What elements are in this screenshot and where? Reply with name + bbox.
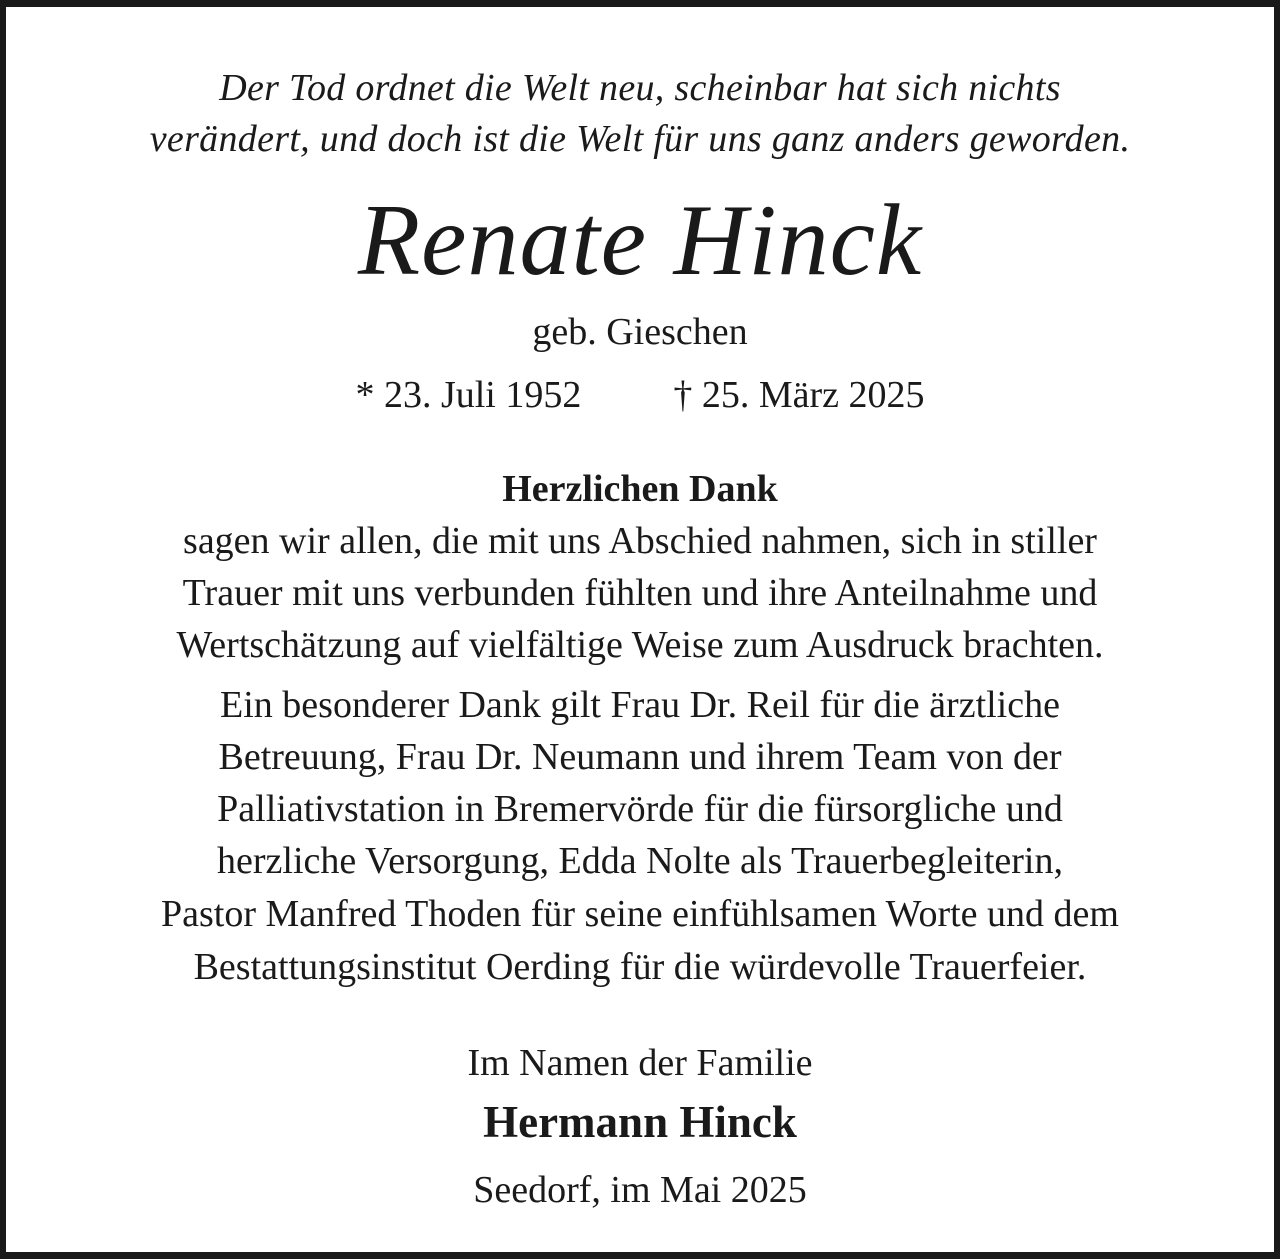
thanks-p1-line-2: Trauer mit uns verbunden fühlten und ihre Anteilnahme und bbox=[182, 572, 1098, 614]
deceased-name: Renate Hinck bbox=[357, 184, 923, 297]
thanks-p2-line-2: Betreuung, Frau Dr. Neumann und ihrem Team von der bbox=[218, 736, 1062, 778]
thanks-p2-line-5: Pastor Manfred Thoden für seine einfühlsamen Worte und dem bbox=[161, 893, 1119, 935]
thanks-p1-line-1: sagen wir allen, die mit uns Abschied nahmen, sich in stiller bbox=[183, 520, 1097, 562]
thanks-p2-line-4: herzliche Versorgung, Edda Nolte als Trauerbegleiterin, bbox=[217, 840, 1063, 882]
motto-line-2: verändert, und doch ist die Welt für uns ganz anders geworden. bbox=[149, 118, 1131, 160]
thanks-p1-line-3: Wertschätzung auf vielfältige Weise zum Ausdruck brachten. bbox=[176, 624, 1104, 666]
thanks-heading: Herzlichen Dank bbox=[502, 468, 778, 510]
motto-line-1: Der Tod ordnet die Welt neu, scheinbar hat sich nichts bbox=[219, 67, 1061, 109]
thanks-p2-line-1: Ein besonderer Dank gilt Frau Dr. Reil für die ärztliche bbox=[220, 684, 1060, 726]
birth-name: geb. Gieschen bbox=[532, 311, 748, 353]
birth-date: * 23. Juli 1952 bbox=[355, 374, 582, 416]
place-and-date: Seedorf, im Mai 2025 bbox=[473, 1169, 807, 1211]
death-date: † 25. März 2025 bbox=[673, 374, 925, 416]
life-dates bbox=[6, 376, 1274, 414]
on-behalf-of-family: Im Namen der Familie bbox=[467, 1042, 813, 1084]
signer-name: Hermann Hinck bbox=[483, 1097, 797, 1147]
thanks-p2-line-6: Bestattungsinstitut Oerding für die würdevolle Trauerfeier. bbox=[193, 946, 1087, 988]
thanks-p2-line-3: Palliativstation in Bremervörde für die fürsorgliche und bbox=[217, 788, 1063, 830]
